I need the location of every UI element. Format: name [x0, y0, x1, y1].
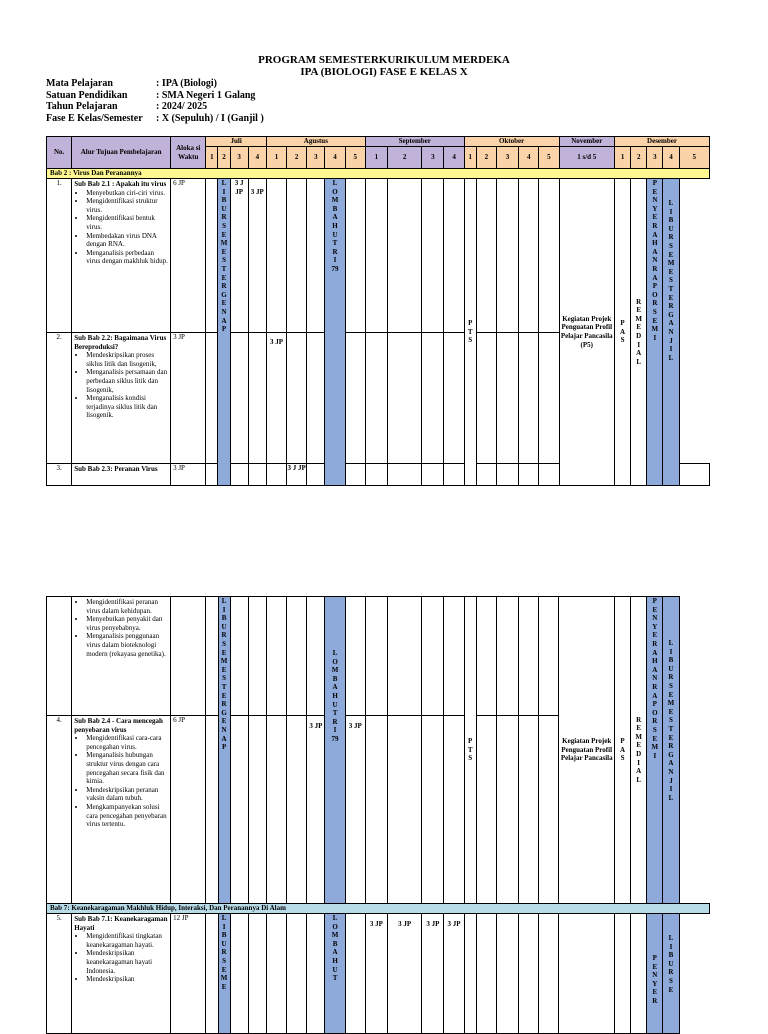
month-header-september: September: [365, 137, 464, 147]
week-header: 1 s/d 5: [559, 147, 614, 169]
objective-item: • Menganalisis perbedaan virus dengan makhluk hidup.: [86, 249, 168, 266]
week-cell: [422, 597, 444, 716]
week-cell: [387, 597, 421, 716]
row-number: 4.: [47, 716, 72, 904]
month-header-november: November: [559, 137, 614, 147]
semester-program-table: [46, 136, 710, 486]
week-cell: [422, 179, 444, 333]
week-cell: [387, 716, 421, 904]
row-number: 3.: [47, 464, 72, 486]
objective-item: • Menyebutkan penyakit dan virus penyebabnya.: [86, 615, 168, 632]
libur-semester-ganjil-band: L I B U R S E M E S T E R G A N J I L: [663, 179, 679, 486]
week-cell: [476, 597, 496, 716]
objective-item: • Mengidentifikasi bentuk virus.: [86, 214, 168, 231]
identity-block: [46, 78, 264, 124]
week-cell: [248, 914, 266, 1034]
week-header: 4: [248, 147, 266, 169]
pas-label: P A S: [615, 179, 631, 486]
time-allocation: 3 JP: [171, 464, 206, 486]
week-cell: [388, 333, 422, 464]
week-header: 2: [287, 147, 307, 169]
week-cell: [230, 597, 248, 716]
week-cell: [345, 914, 365, 1034]
week-cell: [307, 179, 325, 333]
week-cell: [422, 333, 444, 464]
objective-item: • Mendeskripsikan proses siklus litik dan lisogenik,: [86, 351, 168, 368]
week-header: 2: [476, 147, 496, 169]
objective-list: [74, 734, 168, 829]
jp-cell: 3 J JP: [287, 464, 307, 486]
pts-label: P T S: [464, 179, 476, 486]
week-cell: [496, 914, 518, 1034]
week-cell: [287, 914, 307, 1034]
week-cell: [519, 464, 539, 486]
libur-semester-genap-band: L I B U R S E M E S T E R G E N A P: [218, 179, 230, 486]
learning-objective-cell: [72, 716, 171, 904]
penyerahan-rapor-band: P E N Y E R: [647, 914, 663, 1034]
week-cell: [631, 914, 647, 1034]
week-cell: [345, 179, 365, 333]
week-cell: [422, 716, 444, 904]
month-header-agustus: Agustus: [266, 137, 365, 147]
week-cell: [206, 914, 218, 1034]
week-cell: [476, 716, 496, 904]
week-cell: [307, 914, 325, 1034]
week-cell: [266, 597, 286, 716]
jp-cell: 3 JP: [365, 914, 387, 1034]
jp-cell: 3 JP: [307, 716, 325, 904]
objective-item: • Mengidentifikasi struktur virus.: [86, 197, 168, 214]
document-title: PROGRAM SEMESTERKURIKULUM MERDEKA: [258, 54, 510, 66]
week-cell: [539, 464, 559, 486]
week-cell: [266, 914, 286, 1034]
week-cell: [539, 179, 559, 333]
week-header: 1: [365, 147, 387, 169]
week-cell: [519, 716, 539, 904]
lomba-hut-band: L O M B A H U T: [325, 914, 345, 1034]
time-allocation: 6 JP: [171, 716, 206, 904]
time-allocation: 6 JP: [171, 179, 206, 333]
week-header: 3: [647, 147, 663, 169]
penyerahan-rapor-band: P E N Y E R A H A N R A P O R S E M I: [647, 597, 663, 904]
week-cell: [365, 333, 387, 464]
month-header-oktober: Oktober: [464, 137, 559, 147]
week-cell: [476, 914, 496, 1034]
week-header: 2: [388, 147, 422, 169]
time-allocation: 12 JP: [171, 914, 206, 1034]
week-cell: [444, 464, 464, 486]
objective-list: [74, 932, 168, 984]
lomba-hut-ri-band: L O M B A H U T R I 79: [325, 597, 345, 904]
week-cell: [519, 914, 539, 1034]
learning-objective-cell: [72, 333, 171, 464]
jp-cell: 3 JP: [444, 914, 464, 1034]
semester-program-table-page2: [46, 596, 710, 1034]
week-header: 4: [325, 147, 345, 169]
week-cell: [388, 464, 422, 486]
time-allocation: [171, 597, 206, 716]
week-cell: [365, 597, 387, 716]
objective-item: • Mengidentifikasi tingkatan keanekaragaman hayati.: [86, 932, 168, 949]
pas-label: P A S: [614, 597, 630, 904]
learning-objective-cell: [72, 914, 171, 1034]
penyerahan-rapor-band: P E N Y E R A H A N R A P O R S E M I: [647, 179, 663, 486]
jp-cell: 3 JP: [248, 179, 266, 333]
col-header-alokasi: Aloka si Waktu: [171, 137, 206, 169]
week-cell: [287, 597, 307, 716]
objective-item: • Menganalisis persamaan dan perbedaan siklus litik dan lisogenik,: [86, 368, 168, 394]
week-cell: [287, 333, 307, 464]
week-cell: [365, 179, 387, 333]
week-cell: [476, 333, 496, 464]
libur-semester-genap-band: L I B U R S E M E S T E R G E N A P: [218, 597, 230, 904]
week-cell: [345, 464, 365, 486]
week-cell: [496, 716, 518, 904]
week-cell: [287, 716, 307, 904]
week-cell: [388, 179, 422, 333]
week-cell: [444, 597, 464, 716]
jp-cell: 3 JP: [266, 333, 286, 464]
week-cell: [539, 597, 559, 716]
week-cell: [266, 464, 286, 486]
week-cell: [206, 179, 218, 333]
month-header-juli: Juli: [206, 137, 267, 147]
lomba-hut-ri-band: L O M B A H U T R I 79: [325, 179, 345, 486]
objective-item: • Membedakan virus DNA dengan RNA.: [86, 232, 168, 249]
week-header: 1: [266, 147, 286, 169]
jp-cell: 3 JP: [345, 716, 365, 904]
jp-cell: 3 J JP: [230, 179, 248, 333]
chapter-row-bab7: Bab 7: Keanekaragaman Makhluk Hidup, Interaksi, Dan Peranannya Di Alam: [47, 904, 710, 914]
objective-item: • Mengidentifikasi peranan virus dalam kehidupan.: [86, 598, 168, 615]
week-cell: [464, 914, 476, 1034]
week-cell: [230, 716, 248, 904]
week-cell: [248, 597, 266, 716]
week-cell: [365, 716, 387, 904]
week-header: 5: [539, 147, 559, 169]
week-cell: [679, 464, 709, 486]
jp-cell: 3 JP: [422, 914, 444, 1034]
week-cell: [287, 179, 307, 333]
week-cell: [519, 597, 539, 716]
subchapter-title: Sub Bab 2.1 : Apakah itu virus: [74, 180, 167, 188]
week-cell: [496, 597, 518, 716]
week-cell: [365, 464, 387, 486]
chapter-row-bab2: Bab 2 : Virus Dan Peranannya: [47, 169, 710, 179]
week-cell: [496, 179, 518, 333]
week-cell: [614, 914, 630, 1034]
week-cell: [444, 179, 464, 333]
week-cell: [230, 333, 248, 464]
objective-item: • Menyebutkan ciri-ciri virus.: [86, 189, 168, 198]
week-cell: [444, 716, 464, 904]
objective-item: • Mendeskripsikan peranan vaksin dalam tubuh.: [86, 786, 168, 803]
remedial-label: R E M E D I A L: [631, 179, 647, 486]
week-cell: [206, 597, 218, 716]
subchapter-title: Sub Bab 7.1: Keanekaragaman Hayati: [74, 915, 168, 932]
row-number: 1.: [47, 179, 72, 333]
week-cell: [345, 597, 365, 716]
meta-row-subject: Mata Pelajaran : IPA (Biologi): [46, 78, 217, 89]
week-cell: [476, 179, 496, 333]
learning-objective-cell: [72, 464, 171, 486]
week-header: 3: [496, 147, 518, 169]
objective-item: • Menganalisis penggunaan virus dalam bioteknologi modern (rekayasa genetika).: [86, 632, 168, 658]
row-number: 2.: [47, 333, 72, 464]
week-cell: [307, 333, 325, 464]
week-cell: [539, 716, 559, 904]
week-header: 1: [615, 147, 631, 169]
week-header: 4: [519, 147, 539, 169]
objective-item: • Mengidentifikasi cara-cara pencegahan virus.: [86, 734, 168, 751]
pts-label: P T S: [464, 597, 476, 904]
week-cell: [266, 716, 286, 904]
objective-item: • Mendeskripsikan keanekaragaman hayati Indonesia.: [86, 949, 168, 975]
week-cell: [230, 914, 248, 1034]
week-cell: [206, 333, 218, 464]
libur-semester-ganjil-band: L I B U R S E: [663, 914, 679, 1034]
subchapter-title: Sub Bab 2.3: Peranan Virus: [74, 465, 158, 473]
week-header: 1: [464, 147, 476, 169]
col-header-atp: Alur Tujuan Pembelajaran: [72, 137, 171, 169]
objective-item: • Menganalisis hubungan struktur virus dengan cara pencegahan secara fisik dan kimia.: [86, 751, 168, 785]
week-cell: [307, 597, 325, 716]
meta-row-class: Fase E Kelas/Semester : X (Sepuluh) / I (Ganjil ): [46, 112, 264, 124]
week-cell: [307, 464, 325, 486]
week-header: 3: [422, 147, 444, 169]
week-cell: [476, 464, 496, 486]
time-allocation: 3 JP: [171, 333, 206, 464]
objective-list: [74, 189, 168, 266]
week-cell: [519, 179, 539, 333]
week-header: 3: [307, 147, 325, 169]
remedial-label: R E M E D I A L: [631, 597, 647, 904]
document-subtitle: IPA (BIOLOGI) FASE E KELAS X: [300, 66, 468, 78]
week-cell: [496, 464, 518, 486]
learning-objective-cell: [72, 597, 171, 716]
week-cell: [248, 333, 266, 464]
week-cell: [422, 464, 444, 486]
week-cell: [206, 716, 218, 904]
week-cell: [559, 914, 615, 1034]
libur-semester-ganjil-band: L I B U R S E M E S T E R G A N J I L: [663, 597, 679, 904]
row-number: [47, 597, 72, 716]
week-cell: [539, 333, 559, 464]
row-number: 5.: [47, 914, 72, 1034]
week-cell: [206, 464, 218, 486]
week-cell: [230, 464, 248, 486]
objective-list: [74, 598, 168, 658]
week-header: 4: [663, 147, 679, 169]
month-header-desember: Desember: [615, 137, 710, 147]
objective-item: • Menganalisis kondisi terjadinya siklus litik dan lisogenik.: [86, 394, 168, 420]
col-header-no: No.: [47, 137, 72, 169]
libur-semester-band: L I B U R S E M E: [218, 914, 230, 1034]
week-cell: [519, 333, 539, 464]
subchapter-title: Sub Bab 2.4 - Cara mencegah penyebaran virus: [74, 717, 163, 734]
p5-project-label: Kegiatan Projek Penguatan Profil Pelajar Pancasila: [559, 597, 615, 904]
week-header: 2: [631, 147, 647, 169]
meta-row-school: Satuan Pendidikan : SMA Negeri 1 Galang: [46, 89, 256, 101]
week-cell: [248, 464, 266, 486]
learning-objective-cell: [72, 179, 171, 333]
week-cell: [345, 333, 365, 464]
week-cell: [248, 716, 266, 904]
objective-list: [74, 351, 168, 420]
week-cell: [539, 914, 559, 1034]
week-cell: [266, 179, 286, 333]
week-header: 4: [444, 147, 464, 169]
week-header: 3: [230, 147, 248, 169]
week-header: 2: [218, 147, 230, 169]
objective-item: • Mengkampanyekan solusi cara pencegahan penyebaran virus tertentu.: [86, 803, 168, 829]
week-header: 5: [679, 147, 709, 169]
jp-cell: 3 JP: [387, 914, 421, 1034]
week-cell: [496, 333, 518, 464]
objective-item: • Mendeskripsikan: [86, 975, 168, 984]
week-cell: [444, 333, 464, 464]
subchapter-title: Sub Bab 2.2: Bagaimana Virus Bereproduksi?: [74, 334, 167, 351]
meta-row-year: Tahun Pelajaran : 2024/ 2025: [46, 101, 208, 112]
week-header: 1: [206, 147, 218, 169]
p5-project-label: Kegiatan Projek Penguatan Profil Pelajar Pancasila (P5): [559, 179, 614, 486]
week-header: 5: [345, 147, 365, 169]
